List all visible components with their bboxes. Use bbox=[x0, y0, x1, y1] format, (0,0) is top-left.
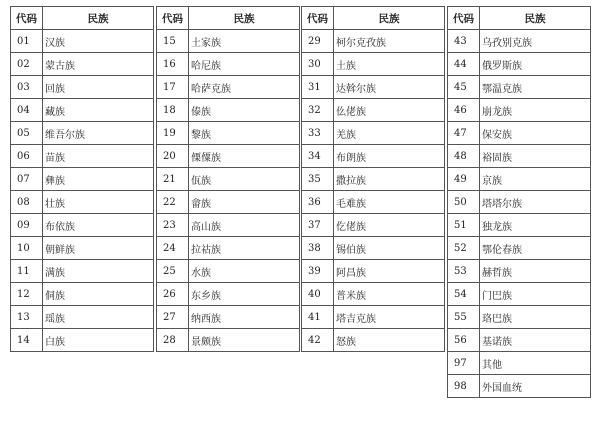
table-row bbox=[302, 329, 445, 352]
ethnic-name-cell: 高山族 bbox=[189, 214, 300, 237]
table-row bbox=[302, 76, 445, 99]
ethnic-name-cell: 外国血统 bbox=[480, 375, 591, 398]
ethnic-code-cell: 06 bbox=[11, 145, 43, 168]
ethnic-code-cell: 22 bbox=[157, 191, 189, 214]
ethnic-name-cell: 塔吉克族 bbox=[334, 306, 445, 329]
table-row bbox=[302, 145, 445, 168]
table-row bbox=[157, 99, 300, 122]
table-row bbox=[11, 53, 154, 76]
ethnic-code-cell: 14 bbox=[11, 329, 43, 352]
table-row bbox=[11, 122, 154, 145]
ethnic-code-cell: 11 bbox=[11, 260, 43, 283]
ethnic-name-cell: 柯尔克孜族 bbox=[334, 30, 445, 53]
table-row bbox=[11, 214, 154, 237]
ethnic-code-cell: 05 bbox=[11, 122, 43, 145]
ethnic-code-cell: 30 bbox=[302, 53, 334, 76]
ethnic-name-cell: 独龙族 bbox=[480, 214, 591, 237]
ethnic-code-cell: 54 bbox=[448, 283, 480, 306]
column-header-name: 民族 bbox=[43, 7, 154, 30]
table-row bbox=[302, 260, 445, 283]
table-row bbox=[157, 191, 300, 214]
ethnic-code-cell: 19 bbox=[157, 122, 189, 145]
ethnic-name-cell: 乌孜别克族 bbox=[480, 30, 591, 53]
ethnic-code-cell: 36 bbox=[302, 191, 334, 214]
ethnic-code-cell: 20 bbox=[157, 145, 189, 168]
ethnic-name-cell: 基诺族 bbox=[480, 329, 591, 352]
table-row bbox=[448, 145, 591, 168]
ethnic-code-cell: 42 bbox=[302, 329, 334, 352]
ethnic-name-cell: 苗族 bbox=[43, 145, 154, 168]
ethnic-code-cell: 52 bbox=[448, 237, 480, 260]
ethnic-name-cell: 彝族 bbox=[43, 168, 154, 191]
ethnic-code-cell: 48 bbox=[448, 145, 480, 168]
ethnic-code-cell: 03 bbox=[11, 76, 43, 99]
ethnic-code-cell: 46 bbox=[448, 99, 480, 122]
ethnic-name-cell: 毛难族 bbox=[334, 191, 445, 214]
ethnic-name-cell: 布朗族 bbox=[334, 145, 445, 168]
ethnic-code-cell: 02 bbox=[11, 53, 43, 76]
ethnic-name-cell: 汉族 bbox=[43, 30, 154, 53]
table-row bbox=[157, 283, 300, 306]
ethnic-name-cell: 京族 bbox=[480, 168, 591, 191]
ethnic-code-cell: 26 bbox=[157, 283, 189, 306]
table-header-row bbox=[157, 7, 300, 30]
table-row bbox=[448, 30, 591, 53]
ethnic-name-cell: 土家族 bbox=[189, 30, 300, 53]
table-header-row bbox=[11, 7, 154, 30]
ethnic-name-cell: 布依族 bbox=[43, 214, 154, 237]
table-row bbox=[302, 283, 445, 306]
ethnic-code-cell: 24 bbox=[157, 237, 189, 260]
ethnic-code-cell: 44 bbox=[448, 53, 480, 76]
table-row bbox=[448, 214, 591, 237]
ethnic-code-cell: 01 bbox=[11, 30, 43, 53]
ethnic-name-cell: 藏族 bbox=[43, 99, 154, 122]
column-header-code: 代码 bbox=[157, 7, 189, 30]
ethnic-name-cell: 瑶族 bbox=[43, 306, 154, 329]
table-row bbox=[11, 191, 154, 214]
ethnic-code-cell: 37 bbox=[302, 214, 334, 237]
ethnic-name-cell: 侗族 bbox=[43, 283, 154, 306]
column-header-code: 代码 bbox=[302, 7, 334, 30]
ethnic-code-cell: 29 bbox=[302, 30, 334, 53]
ethnic-name-cell: 普米族 bbox=[334, 283, 445, 306]
ethnic-code-cell: 08 bbox=[11, 191, 43, 214]
ethnic-name-cell: 傈僳族 bbox=[189, 145, 300, 168]
table-row bbox=[302, 237, 445, 260]
table-row bbox=[157, 306, 300, 329]
ethnic-code-table-4 bbox=[447, 6, 591, 398]
ethnic-name-cell: 朝鲜族 bbox=[43, 237, 154, 260]
ethnic-name-cell: 白族 bbox=[43, 329, 154, 352]
table-row bbox=[448, 53, 591, 76]
ethnic-code-cell: 98 bbox=[448, 375, 480, 398]
ethnic-code-cell: 49 bbox=[448, 168, 480, 191]
table-body bbox=[157, 30, 300, 352]
table-row bbox=[448, 99, 591, 122]
ethnic-code-cell: 55 bbox=[448, 306, 480, 329]
ethnic-code-cell: 17 bbox=[157, 76, 189, 99]
table-row bbox=[157, 53, 300, 76]
ethnic-name-cell: 佤族 bbox=[189, 168, 300, 191]
ethnic-code-cell: 10 bbox=[11, 237, 43, 260]
table-row bbox=[11, 168, 154, 191]
ethnic-code-cell: 12 bbox=[11, 283, 43, 306]
ethnic-name-cell: 鄂伦春族 bbox=[480, 237, 591, 260]
ethnic-code-cell: 56 bbox=[448, 329, 480, 352]
ethnic-name-cell: 撒拉族 bbox=[334, 168, 445, 191]
ethnic-name-cell: 黎族 bbox=[189, 122, 300, 145]
ethnic-name-cell: 土族 bbox=[334, 53, 445, 76]
table-row bbox=[157, 329, 300, 352]
ethnic-name-cell: 纳西族 bbox=[189, 306, 300, 329]
ethnic-name-cell: 回族 bbox=[43, 76, 154, 99]
table-row bbox=[157, 214, 300, 237]
table-row bbox=[11, 76, 154, 99]
table-row bbox=[448, 260, 591, 283]
table-row bbox=[157, 76, 300, 99]
table-row bbox=[11, 99, 154, 122]
table-row bbox=[448, 352, 591, 375]
table-header-row bbox=[448, 7, 591, 30]
ethnic-code-cell: 43 bbox=[448, 30, 480, 53]
ethnic-name-cell: 蒙古族 bbox=[43, 53, 154, 76]
ethnic-name-cell: 门巴族 bbox=[480, 283, 591, 306]
table-row bbox=[11, 145, 154, 168]
ethnic-code-cell: 04 bbox=[11, 99, 43, 122]
ethnic-name-cell: 俄罗斯族 bbox=[480, 53, 591, 76]
table-row bbox=[11, 237, 154, 260]
table-row bbox=[302, 99, 445, 122]
ethnic-name-cell: 仡佬族 bbox=[334, 214, 445, 237]
ethnic-code-cell: 50 bbox=[448, 191, 480, 214]
column-header-name: 民族 bbox=[189, 7, 300, 30]
ethnic-name-cell: 塔塔尔族 bbox=[480, 191, 591, 214]
table-body bbox=[302, 30, 445, 352]
ethnic-name-cell: 保安族 bbox=[480, 122, 591, 145]
table-row bbox=[157, 145, 300, 168]
ethnic-name-cell: 崩龙族 bbox=[480, 99, 591, 122]
table-row bbox=[157, 260, 300, 283]
ethnic-code-cell: 31 bbox=[302, 76, 334, 99]
table-row bbox=[448, 329, 591, 352]
ethnic-code-cell: 25 bbox=[157, 260, 189, 283]
table-row bbox=[157, 168, 300, 191]
ethnic-code-table-2 bbox=[156, 6, 300, 352]
ethnic-name-cell: 珞巴族 bbox=[480, 306, 591, 329]
ethnic-code-cell: 38 bbox=[302, 237, 334, 260]
table-row bbox=[302, 53, 445, 76]
table-row bbox=[11, 260, 154, 283]
ethnic-code-cell: 34 bbox=[302, 145, 334, 168]
table-header-row bbox=[302, 7, 445, 30]
table-body bbox=[448, 30, 591, 398]
table-row bbox=[448, 191, 591, 214]
ethnic-code-cell: 47 bbox=[448, 122, 480, 145]
ethnic-name-cell: 怒族 bbox=[334, 329, 445, 352]
ethnic-name-cell: 哈尼族 bbox=[189, 53, 300, 76]
ethnic-code-cell: 15 bbox=[157, 30, 189, 53]
ethnic-name-cell: 锡伯族 bbox=[334, 237, 445, 260]
table-row bbox=[448, 375, 591, 398]
ethnic-name-cell: 拉祜族 bbox=[189, 237, 300, 260]
column-header-code: 代码 bbox=[448, 7, 480, 30]
ethnic-code-cell: 51 bbox=[448, 214, 480, 237]
table-row bbox=[302, 191, 445, 214]
ethnic-name-cell: 阿昌族 bbox=[334, 260, 445, 283]
ethnic-code-cell: 32 bbox=[302, 99, 334, 122]
ethnic-code-cell: 21 bbox=[157, 168, 189, 191]
table-row bbox=[448, 237, 591, 260]
ethnic-code-cell: 40 bbox=[302, 283, 334, 306]
ethnic-name-cell: 傣族 bbox=[189, 99, 300, 122]
ethnic-name-cell: 裕固族 bbox=[480, 145, 591, 168]
ethnic-name-cell: 鄂温克族 bbox=[480, 76, 591, 99]
ethnic-name-cell: 水族 bbox=[189, 260, 300, 283]
ethnic-name-cell: 赫哲族 bbox=[480, 260, 591, 283]
table-row bbox=[11, 306, 154, 329]
ethnic-name-cell: 达斡尔族 bbox=[334, 76, 445, 99]
table-row bbox=[448, 76, 591, 99]
ethnic-code-cell: 23 bbox=[157, 214, 189, 237]
ethnic-name-cell: 畲族 bbox=[189, 191, 300, 214]
ethnic-code-cell: 09 bbox=[11, 214, 43, 237]
ethnic-code-table-3 bbox=[301, 6, 445, 352]
table-row bbox=[448, 122, 591, 145]
ethnic-code-cell: 45 bbox=[448, 76, 480, 99]
table-row bbox=[448, 168, 591, 191]
ethnic-code-cell: 53 bbox=[448, 260, 480, 283]
ethnic-name-cell: 羌族 bbox=[334, 122, 445, 145]
table-row bbox=[157, 237, 300, 260]
ethnic-code-cell: 41 bbox=[302, 306, 334, 329]
column-header-code: 代码 bbox=[11, 7, 43, 30]
ethnic-name-cell: 哈萨克族 bbox=[189, 76, 300, 99]
ethnic-name-cell: 仫佬族 bbox=[334, 99, 445, 122]
ethnic-name-cell: 景颇族 bbox=[189, 329, 300, 352]
ethnic-name-cell: 壮族 bbox=[43, 191, 154, 214]
ethnic-code-cell: 16 bbox=[157, 53, 189, 76]
ethnic-name-cell: 维吾尔族 bbox=[43, 122, 154, 145]
ethnic-code-cell: 07 bbox=[11, 168, 43, 191]
ethnic-name-cell: 其他 bbox=[480, 352, 591, 375]
ethnic-code-cell: 35 bbox=[302, 168, 334, 191]
table-row bbox=[302, 168, 445, 191]
table-row bbox=[302, 214, 445, 237]
ethnic-code-cell: 28 bbox=[157, 329, 189, 352]
ethnic-code-cell: 18 bbox=[157, 99, 189, 122]
table-body bbox=[11, 30, 154, 352]
table-row bbox=[302, 122, 445, 145]
table-row bbox=[448, 306, 591, 329]
ethnic-name-cell: 满族 bbox=[43, 260, 154, 283]
ethnic-name-cell: 东乡族 bbox=[189, 283, 300, 306]
ethnic-code-table-1 bbox=[10, 6, 154, 352]
table-row bbox=[11, 283, 154, 306]
column-header-name: 民族 bbox=[480, 7, 591, 30]
ethnic-code-cell: 27 bbox=[157, 306, 189, 329]
table-row bbox=[11, 329, 154, 352]
table-row bbox=[157, 30, 300, 53]
column-header-name: 民族 bbox=[334, 7, 445, 30]
table-row bbox=[157, 122, 300, 145]
table-row bbox=[448, 283, 591, 306]
ethnic-code-cell: 97 bbox=[448, 352, 480, 375]
ethnic-code-cell: 39 bbox=[302, 260, 334, 283]
table-row bbox=[302, 30, 445, 53]
table-row bbox=[11, 30, 154, 53]
table-row bbox=[302, 306, 445, 329]
ethnic-code-cell: 13 bbox=[11, 306, 43, 329]
ethnic-code-cell: 33 bbox=[302, 122, 334, 145]
